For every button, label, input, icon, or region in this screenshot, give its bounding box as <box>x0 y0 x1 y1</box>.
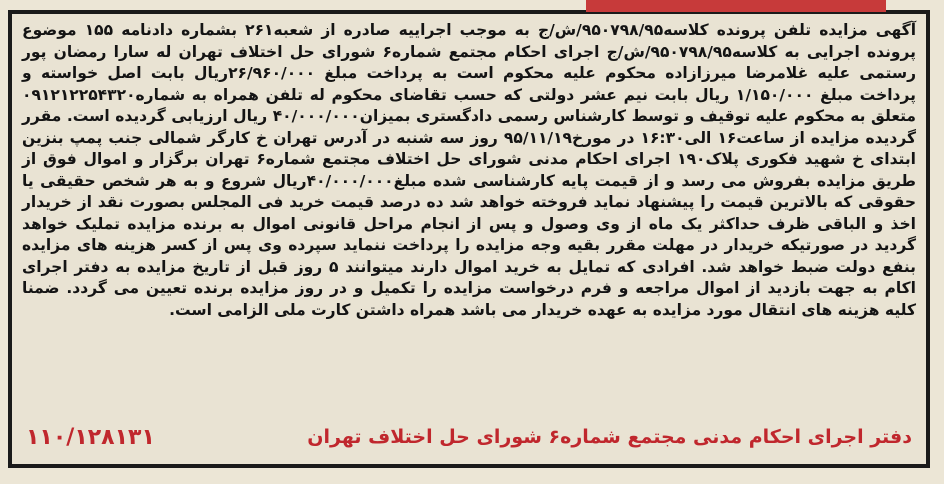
notice-text: آگهی مزایده تلفن پرونده کلاسه۹۵۰۷۹۸/۹۵/ش/ج به موجب اجراییه صادره از شعبه۲۶۱ بشماره دادنامه ۱۵۵ موضوع پرونده اجرایی به کلاسه۹۵۰۷۹۸/۹۵/ش/ج اجرای احکام مجتمع شماره۶ شورای حل اختلاف تهران له سارا رمضان پور رستمی علیه غلامرضا میرزازاده محکوم علیه محکوم است به پرداخت مبلغ ۲۶/۹۶۰/۰۰۰ریال بابت اصل خواسته و پرداخت مبلغ ۱/۱۵۰/۰۰۰ ریال بابت نیم عشر دولتی که حسب تقاضای محکوم له تلفن همراه به شماره۰۹۱۲۱۲۲۵۴۳۲۰ متعلق به محکوم علیه توقیف و توسط کارشناس رسمی دادگستری بمیزان۴۰/۰۰۰/۰۰۰ ریال ارزیابی گردیده است. مقرر گردیده مزایده از ساعت۱۶ الی۱۶:۳۰ در مورخ۹۵/۱۱/۱۹ روز سه شنبه در آدرس تهران خ کارگر شمالی جنب پمپ بنزین ابتدای خ شهید فکوری پلاک۱۹۰ اجرای احکام مدنی شورای حل اختلاف مجتمع شماره۶ تهران برگزار و اموال فوق از طریق مزایده بفروش می رسد و از قیمت پایه کارشناسی شده مبلغ۴۰/۰۰۰/۰۰۰ریال شروع و به هر شخص حقیقی یا حقوقی که بالاترین قیمت را پیشنهاد نماید فروخته خواهد شد ده درصد قیمت خرید فی المجلس بصورت نقد از خریدار اخذ و الباقی ظرف حداکثر یک ماه از وی وصول و پس از انجام مراحل قانونی اموال به برنده مزایده تملیک خواهد گردید در صورتیکه خریدار در مهلت مقرر بقیه وجه مزایده را پرداخت ننماید سپرده وی پس از کسر هزینه های مزایده بنفع دولت ضبط خواهد شد. افرادی که تمایل به خرید اموال دارند میتوانند ۵ روز قبل از تاریخ مزایده به دفتر اجرای اکام به جهت بازدید از اموال مراجعه و فرم درخواست مزایده را تکمیل و در روز مزایده برنده تعیین می گردد. ضمنا کلیه هزینه های انتقال مورد مزایده به عهده خریدار می باشد همراه داشتن کارت ملی الزامی است. <box>22 21 917 319</box>
top-red-strip <box>586 0 886 12</box>
notice-code: ۱۱۰/۱۲۸۱۳۱ <box>26 424 155 450</box>
notice-body <box>22 20 916 321</box>
issuing-office: دفتر اجرای احکام مدنی مجتمع شماره۶ شورای حل اختلاف تهران <box>307 426 912 448</box>
notice-clipping <box>8 10 930 468</box>
notice-footer <box>26 422 912 452</box>
